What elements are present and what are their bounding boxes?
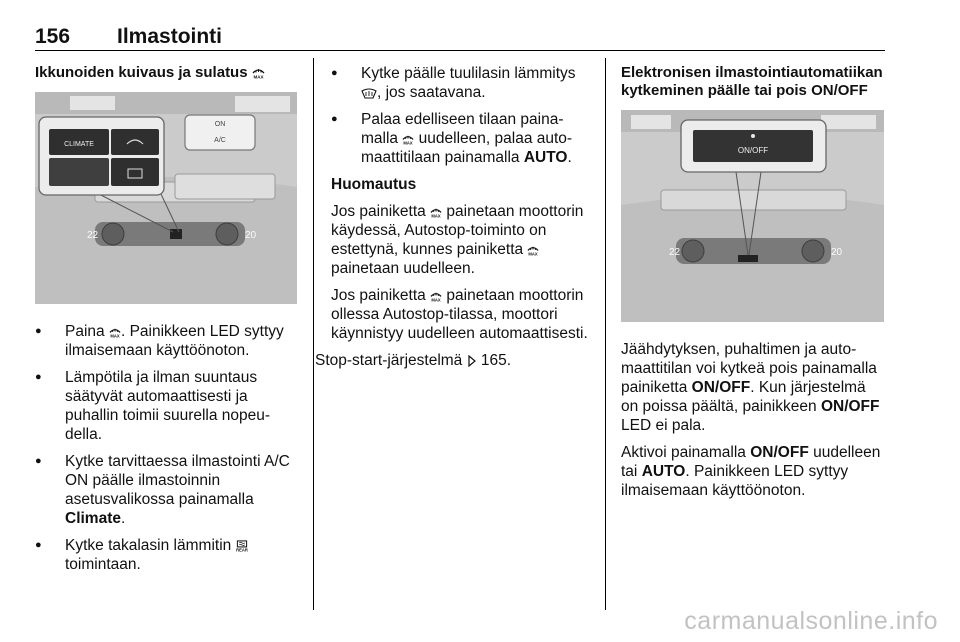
column-divider-2 (605, 58, 606, 610)
watermark: carmanualsonline.info (684, 607, 938, 635)
fig2-label-onoff: ON/OFF (737, 146, 769, 155)
fig2-temp-right: 20 (831, 247, 843, 258)
svg-text:MAX: MAX (110, 333, 120, 338)
fig1-temp-right: 20 (245, 230, 257, 241)
note-title: Huomautus (331, 176, 417, 193)
svg-text:MAX: MAX (431, 213, 441, 218)
chapter-title: Ilmastointi (117, 25, 223, 48)
defrost-max-icon (527, 244, 539, 256)
onoff-panel-figure (621, 110, 884, 322)
defrost-max-icon (430, 290, 442, 302)
rear-window-heater-icon (236, 540, 248, 552)
defrost-max-icon (109, 326, 121, 338)
svg-text:MAX: MAX (403, 140, 413, 145)
onoff-paragraph-2: Aktivoi painamalla ON/OFF uudelleen tai AUTO. Painikkeen LED syttyy ilmaisemaan käyttöönoton. (621, 444, 881, 499)
fig1-label-on: ON (214, 121, 226, 128)
svg-text:MAX: MAX (431, 297, 441, 302)
onoff-paragraph-1: Jäähdytyksen, puhaltimen ja automaattitilan voi kytkeä pois painamalla painiketta ON/OFF. Kun järjestelmä on poissa päältä, painikkeen ON/OFF LED ei pala. (621, 341, 880, 434)
cross-reference[interactable]: Stop-start-järjestelmä 165. (315, 352, 512, 369)
note-paragraph-1: Jos painiketta MAX painetaan moottorin käydessä, Autostop-toiminto on estettynä, kunnes painiketta MAX painetaan uudelleen. (331, 203, 584, 277)
column-3 (621, 64, 887, 508)
list-item: ● Kytke tarvittaessa ilmastointi A/C ON päälle ilmastoinnin asetusvalikossa painamalla Climate. (35, 452, 297, 528)
fig1-label-ac: A/C (214, 137, 226, 144)
column-divider-1 (313, 58, 314, 610)
windscreen-heater-icon (361, 87, 377, 99)
list-item: ● Paina MAX . Painikkeen LED syttyy ilmaisemaan käyttöönoton. (35, 322, 297, 360)
svg-text:REAR: REAR (235, 547, 248, 552)
section-title-defrost: Ikkunoiden kuivaus ja sulatus MAX (35, 64, 264, 81)
section-title-onoff: Elektronisen ilmastointiautomatiikan kytkeminen päälle tai pois ON/OFF (621, 64, 883, 99)
fig1-label-climate: CLIMATE (64, 141, 94, 148)
header-rule (35, 50, 885, 51)
col1-bullet-list (35, 322, 297, 574)
climate-panel-figure (35, 92, 297, 304)
defrost-max-icon (430, 206, 442, 218)
column-2 (315, 64, 593, 378)
defrost-max-icon (252, 66, 265, 79)
list-item: ● Kytke päälle tuulilasin lämmitys , jos saatavana. (331, 64, 593, 102)
column-1 (35, 64, 297, 582)
fig1-temp-left: 22 (87, 230, 99, 241)
svg-text:MAX: MAX (253, 74, 264, 79)
fig2-temp-left: 22 (669, 247, 681, 258)
svg-text:MAX: MAX (528, 251, 539, 256)
defrost-max-icon (402, 133, 414, 145)
page-number: 156 (35, 25, 71, 48)
page-header (35, 25, 885, 51)
note-paragraph-2: Jos painiketta MAX painetaan moottorin ollessa Autostop-tilassa, moottori käynnistyy uudelleen automaattisesti. (331, 287, 588, 342)
list-item: ● Lämpötila ja ilman suuntaus säätyvät automaattisesti ja puhallin toimii suurella nopeudella. (35, 368, 297, 444)
col2-bullet-list (331, 64, 593, 167)
list-item: ● Palaa edelliseen tilaan painamalla MAX uudelleen, palaa automaattitilaan painamalla AUTO. (331, 110, 593, 167)
page-reference-arrow-icon (467, 355, 477, 367)
list-item: ● Kytke takalasin lämmitin REAR toimintaan. (35, 536, 297, 574)
